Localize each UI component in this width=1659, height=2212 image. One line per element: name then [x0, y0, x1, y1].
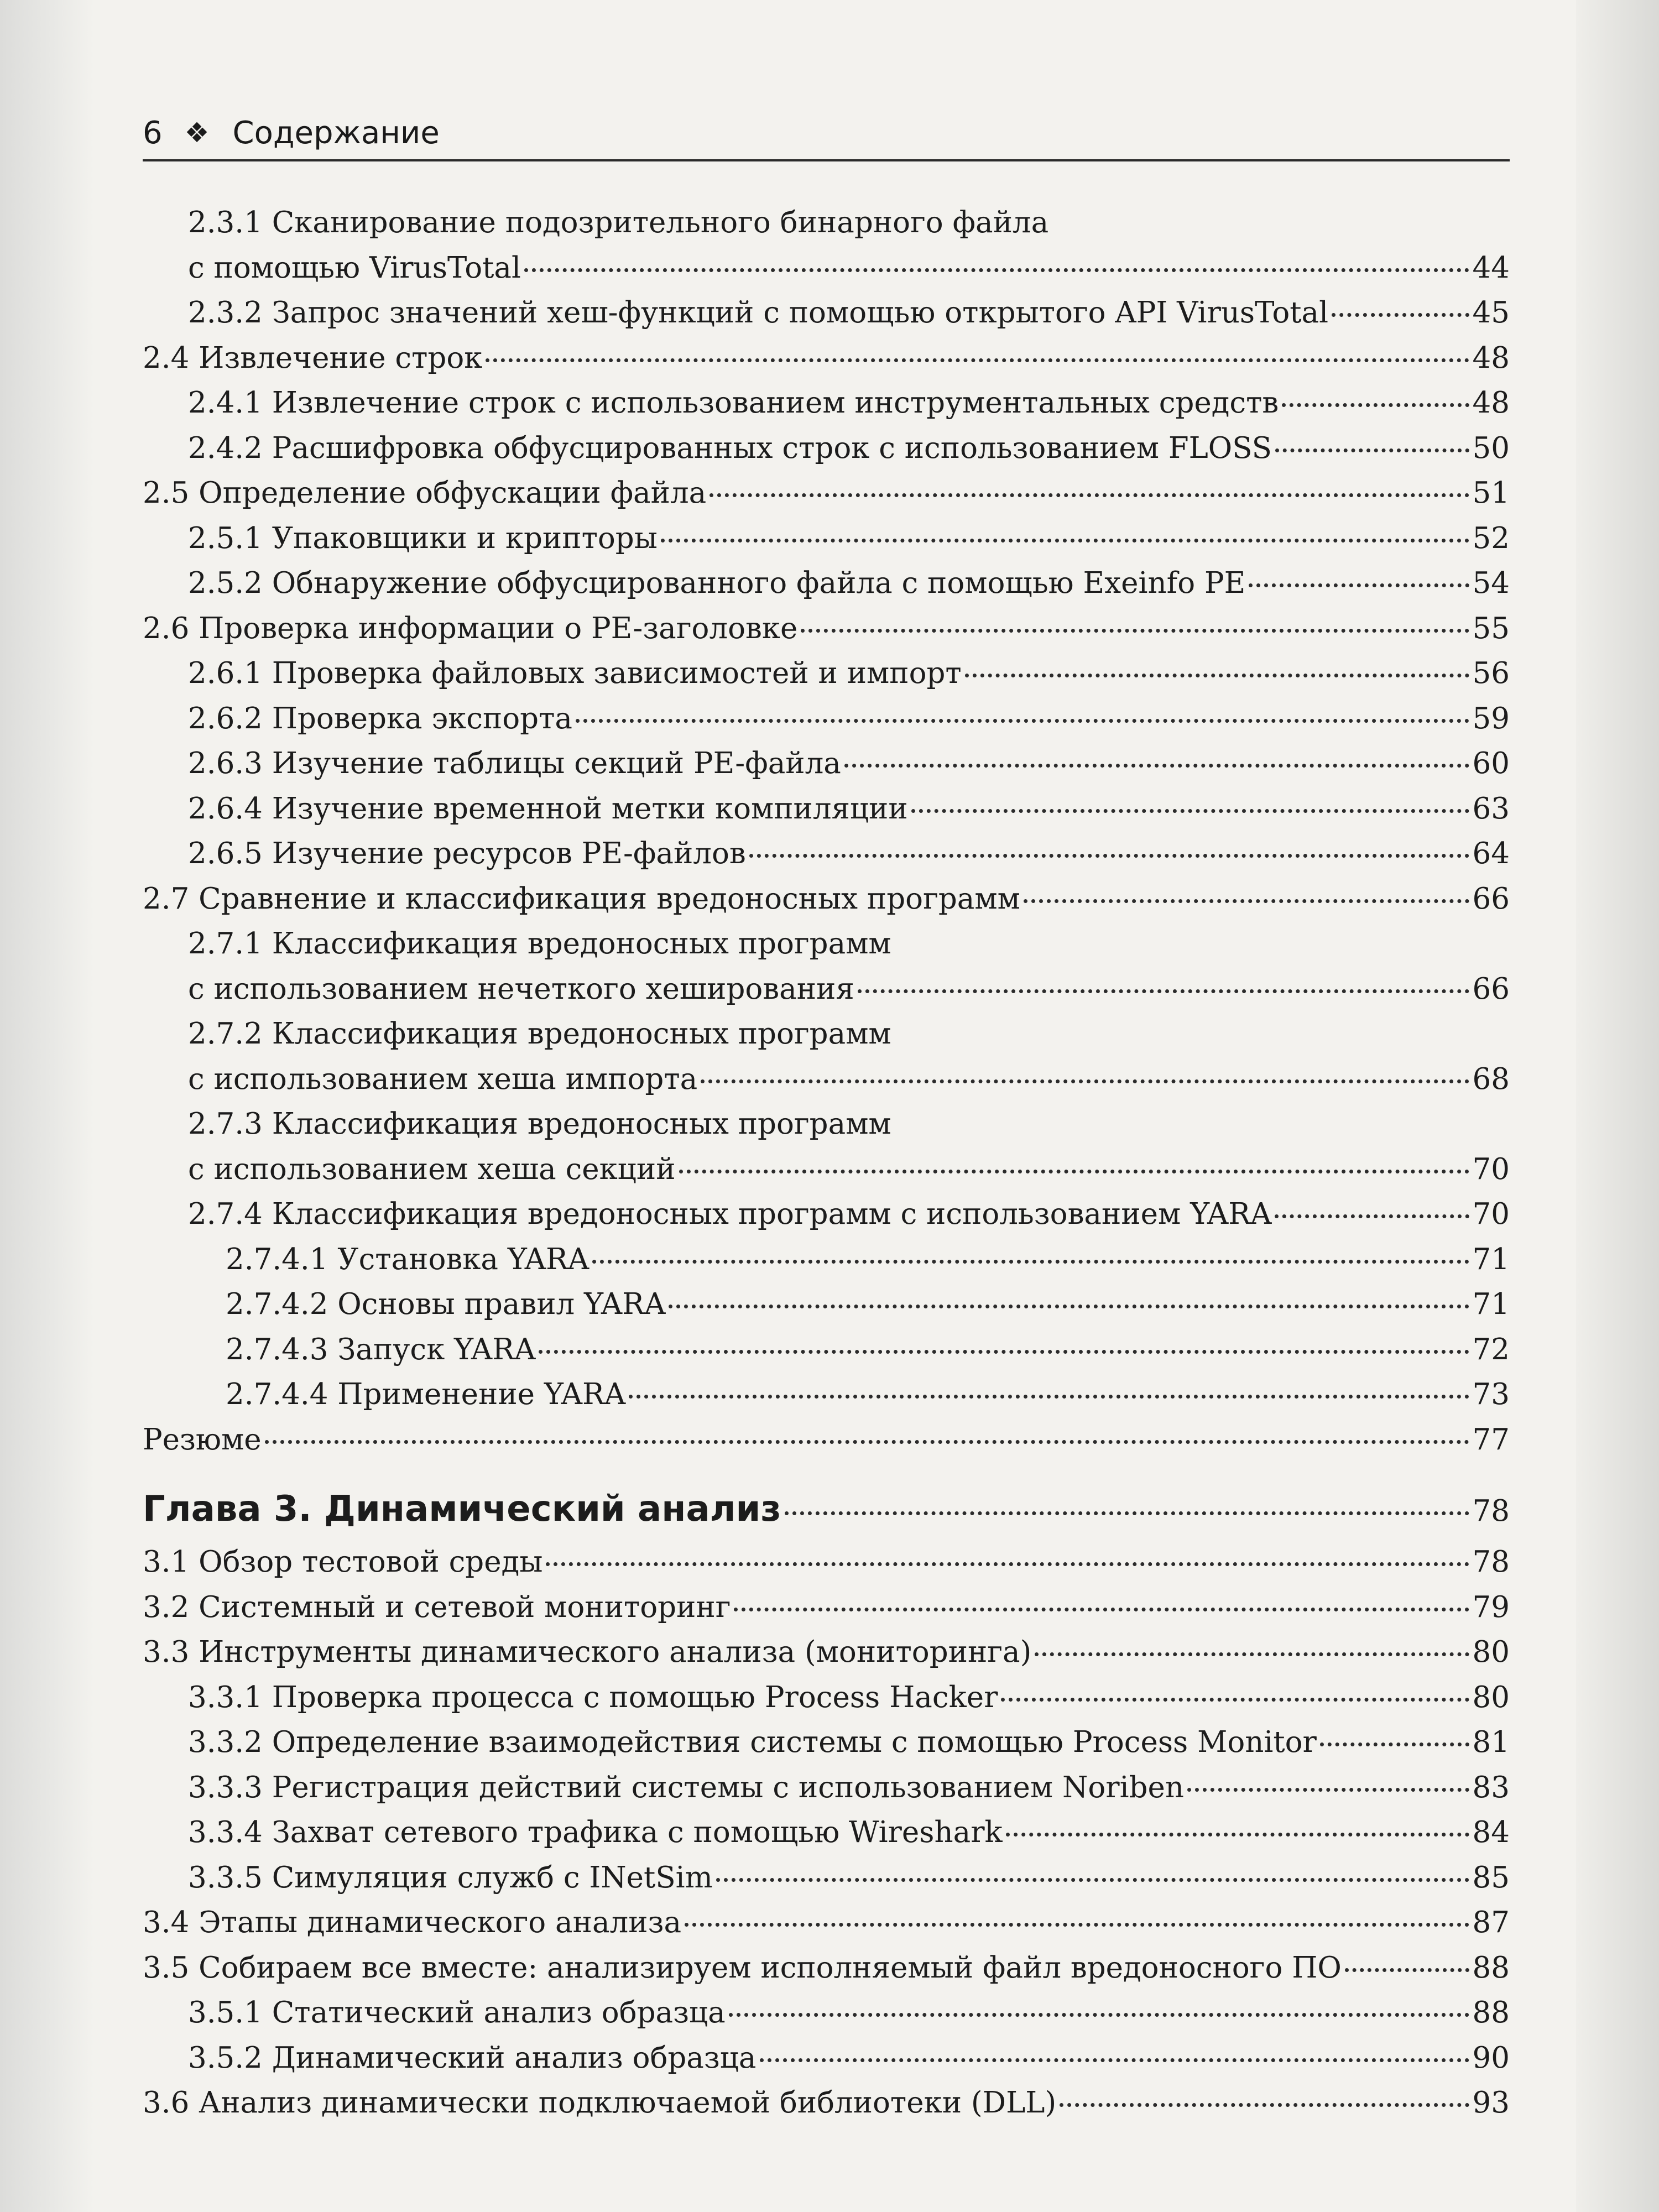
page-number: 6	[143, 114, 163, 151]
toc-entry	[143, 1630, 1510, 1675]
toc-entry	[143, 336, 1510, 381]
toc-entry-title: 2.5.1 Упаковщики и крипторы	[188, 521, 658, 555]
toc-leader-dots	[1024, 899, 1469, 903]
toc-entry-title: с использованием хеша секций	[188, 1152, 676, 1186]
toc-entry-title: 3.3.2 Определение взаимодействия системы с помощью Process Monitor	[188, 1725, 1317, 1759]
toc-entry-title: 2.4.2 Расшифровка обфусцированных строк с использованием FLOSS	[188, 431, 1272, 465]
toc-entry	[143, 1765, 1510, 1811]
toc-leader-dots	[685, 1923, 1469, 1927]
toc-entry	[143, 200, 1510, 246]
toc-page-number: 78	[1472, 1494, 1510, 1528]
toc-leader-dots	[661, 539, 1469, 542]
toc-entry-title: 3.3.3 Регистрация действий системы с использованием Noriben	[188, 1770, 1184, 1804]
running-header-title: Содержание	[232, 114, 440, 151]
toc-leader-dots	[524, 268, 1469, 272]
toc-leader-dots	[729, 2013, 1469, 2017]
toc-page-number: 88	[1472, 1950, 1510, 1985]
toc-entry-title: 2.7.4 Классификация вредоносных программ с использованием YARA	[188, 1197, 1272, 1231]
toc-entry	[143, 877, 1510, 922]
toc-entry-title: 3.4 Этапы динамического анализа	[143, 1906, 682, 1939]
toc-entry	[143, 651, 1510, 696]
toc-entry-title: с использованием хеша импорта	[188, 1062, 698, 1096]
toc-entry	[143, 2080, 1510, 2126]
toc-page-number: 63	[1472, 791, 1510, 826]
toc-leader-dots	[701, 1079, 1469, 1083]
toc-leader-dots	[1187, 1788, 1469, 1792]
toc-entry-title: 2.7.4.1 Установка YARA	[226, 1242, 589, 1276]
toc-page-number: 88	[1472, 1996, 1510, 2030]
toc-leader-dots	[709, 493, 1469, 497]
toc-entry-title: 2.7.1 Классификация вредоносных программ	[188, 927, 891, 961]
toc-entry	[143, 1900, 1510, 1945]
toc-entry	[143, 561, 1510, 606]
toc-entry	[143, 1282, 1510, 1327]
toc-entry-title: 3.6 Анализ динамически подключаемой библиотеки (DLL)	[143, 2086, 1057, 2120]
running-header	[143, 105, 440, 160]
toc-entry	[143, 741, 1510, 786]
toc-page-number: 44	[1472, 251, 1510, 285]
toc-entry	[143, 471, 1510, 516]
toc-leader-dots	[669, 1305, 1469, 1308]
toc-entry-title: 2.4 Извлечение строк	[143, 341, 483, 375]
ornament-icon: ❖	[184, 117, 210, 149]
toc-leader-dots	[629, 1395, 1469, 1399]
toc-page-number: 84	[1472, 1815, 1510, 1849]
toc-entry	[143, 1417, 1510, 1463]
toc-entry-title: Резюме	[143, 1422, 262, 1457]
toc-page-number: 71	[1472, 1242, 1510, 1276]
toc-entry	[143, 1720, 1510, 1765]
toc-entry	[143, 1327, 1510, 1373]
toc-entry	[143, 290, 1510, 336]
toc-entry-title: 2.3.2 Запрос значений хеш-функций с помощью открытого API VirusTotal	[188, 296, 1329, 330]
toc-page-number: 54	[1472, 566, 1510, 600]
toc-entry-title: 2.5 Определение обфускации файла	[143, 476, 707, 510]
toc-leader-dots	[716, 1878, 1469, 1882]
toc-page-number: 66	[1472, 881, 1510, 916]
toc-leader-dots	[1035, 1652, 1469, 1656]
page-edge-shadow	[1576, 0, 1659, 2212]
toc-page-number: 48	[1472, 386, 1510, 420]
toc-leader-dots	[734, 1608, 1469, 1611]
toc-page-number: 50	[1472, 431, 1510, 465]
toc-entry	[143, 1585, 1510, 1630]
toc-leader-dots	[1060, 2103, 1469, 2107]
toc-page-number: 70	[1472, 1152, 1510, 1186]
toc-entry-title: 3.5.1 Статический анализ образца	[188, 1996, 726, 2030]
toc-page-number: 80	[1472, 1680, 1510, 1714]
toc-leader-dots	[760, 2058, 1469, 2062]
toc-entry-title: 3.3.5 Симуляция служб с INetSim	[188, 1860, 713, 1895]
toc-entry	[143, 1855, 1510, 1901]
toc-entry-title: 2.7.4.3 Запуск YARA	[226, 1332, 536, 1366]
toc-entry-title: 2.6.3 Изучение таблицы секций PE-файла	[188, 747, 841, 780]
toc-page-number: 71	[1472, 1287, 1510, 1321]
toc-entry-title: 3.1 Обзор тестовой среды	[143, 1545, 543, 1579]
toc-entry	[143, 426, 1510, 471]
toc-page-number: 81	[1472, 1725, 1510, 1759]
toc-entry	[143, 2036, 1510, 2081]
toc-entry-title: 2.7 Сравнение и классификация вредоносных программ	[143, 881, 1020, 916]
toc-page-number: 51	[1472, 476, 1510, 510]
toc-entry	[143, 1540, 1510, 1585]
toc-leader-dots	[1006, 1833, 1469, 1837]
toc-entry	[143, 786, 1510, 832]
toc-leader-dots	[858, 989, 1469, 993]
toc-entry-title: 3.5.2 Динамический анализ образца	[188, 2041, 757, 2075]
toc-entry-continuation	[143, 246, 1510, 291]
toc-leader-dots	[546, 1562, 1469, 1566]
toc-entry-title: 2.7.2 Классификация вредоносных программ	[188, 1017, 891, 1051]
toc-entry-continuation	[143, 1057, 1510, 1102]
toc-entry-title: 2.6.4 Изучение временной метки компиляции	[188, 791, 908, 826]
toc-leader-dots	[1282, 403, 1469, 407]
toc-entry	[143, 1945, 1510, 1991]
toc-page-number: 73	[1472, 1378, 1510, 1411]
toc-page-number: 90	[1472, 2041, 1510, 2075]
toc-page-number: 78	[1472, 1545, 1510, 1579]
toc-entry	[143, 831, 1510, 877]
toc-entry	[143, 516, 1510, 561]
toc-entry	[143, 1237, 1510, 1282]
toc-leader-dots	[1249, 583, 1469, 587]
toc-leader-dots	[679, 1170, 1469, 1173]
toc-leader-dots	[801, 629, 1469, 633]
toc-entry	[143, 1192, 1510, 1237]
toc-entry-title: с помощью VirusTotal	[188, 251, 521, 285]
toc-page-number: 68	[1472, 1062, 1510, 1096]
toc-leader-dots	[1275, 448, 1469, 452]
toc-entry	[143, 1372, 1510, 1417]
toc-leader-dots	[592, 1260, 1469, 1264]
toc-page-number: 72	[1472, 1332, 1510, 1366]
toc-entry-title: 2.4.1 Извлечение строк с использованием инструментальных средств	[188, 386, 1279, 420]
toc-entry-title: 2.6.2 Проверка экспорта	[188, 701, 573, 735]
toc-page-number: 66	[1472, 972, 1510, 1006]
toc-chapter-entry	[143, 1479, 1510, 1540]
toc-leader-dots	[1332, 313, 1469, 317]
toc-entry-title: 3.3.4 Захват сетевого трафика с помощью Wireshark	[188, 1815, 1003, 1849]
toc-page-number: 52	[1472, 521, 1510, 555]
toc-page-number: 70	[1472, 1197, 1510, 1231]
toc-page-number: 80	[1472, 1635, 1510, 1669]
toc-page-number: 56	[1472, 656, 1510, 690]
toc-page-number: 45	[1472, 296, 1510, 330]
toc-leader-dots	[486, 358, 1469, 362]
toc-entry-title: 2.7.3 Классификация вредоносных программ	[188, 1107, 891, 1141]
table-of-contents	[143, 200, 1510, 2126]
toc-leader-dots	[576, 719, 1469, 723]
header-rule	[143, 159, 1510, 161]
toc-entry-title: 3.3 Инструменты динамического анализа (мониторинга)	[143, 1635, 1032, 1669]
toc-entry	[143, 1990, 1510, 2036]
toc-entry	[143, 606, 1510, 651]
toc-page-number: 48	[1472, 341, 1510, 375]
toc-entry-title: 2.6 Проверка информации о PE-заголовке	[143, 611, 798, 645]
toc-page-number: 55	[1472, 611, 1510, 645]
toc-page-number: 60	[1472, 747, 1510, 780]
toc-entry-title: 2.7.4.2 Основы правил YARA	[226, 1287, 666, 1321]
toc-page-number: 79	[1472, 1590, 1510, 1624]
toc-entry	[143, 696, 1510, 742]
toc-leader-dots	[1275, 1214, 1469, 1218]
toc-entry-title: 2.5.2 Обнаружение обфусцированного файла с помощью Exeinfo PE	[188, 566, 1246, 600]
toc-entry	[143, 1675, 1510, 1720]
toc-entry-title: Глава 3. Динамический анализ	[143, 1489, 781, 1530]
toc-page-number: 87	[1472, 1906, 1510, 1939]
toc-entry-title: 2.6.1 Проверка файловых зависимостей и импорт	[188, 656, 962, 690]
toc-page-number: 93	[1472, 2086, 1510, 2120]
toc-leader-dots	[844, 764, 1469, 768]
toc-leader-dots	[1320, 1743, 1469, 1746]
toc-entry-title: 3.2 Системный и сетевой мониторинг	[143, 1590, 731, 1624]
toc-leader-dots	[911, 809, 1469, 813]
toc-entry	[143, 1810, 1510, 1855]
toc-entry-continuation	[143, 967, 1510, 1012]
toc-entry-title: 3.3.1 Проверка процесса с помощью Process Hacker	[188, 1680, 998, 1714]
toc-page-number: 83	[1472, 1770, 1510, 1804]
toc-entry-title: 3.5 Собираем все вместе: анализируем исполняемый файл вредоносного ПО	[143, 1950, 1342, 1985]
toc-leader-dots	[1345, 1968, 1469, 1972]
toc-leader-dots	[785, 1511, 1469, 1515]
toc-entry	[143, 921, 1510, 967]
toc-page-number: 64	[1472, 837, 1510, 870]
toc-entry-title: 2.7.4.4 Применение YARA	[226, 1378, 626, 1411]
toc-leader-dots	[749, 854, 1469, 858]
toc-entry-continuation	[143, 1147, 1510, 1192]
toc-leader-dots	[965, 674, 1469, 677]
page-gutter-shadow	[0, 0, 94, 2212]
toc-entry-title: 2.3.1 Сканирование подозрительного бинарного файла	[188, 206, 1049, 239]
toc-entry	[143, 1102, 1510, 1147]
toc-page-number: 77	[1472, 1422, 1510, 1457]
toc-leader-dots	[1001, 1698, 1469, 1702]
toc-page-number: 85	[1472, 1860, 1510, 1895]
toc-entry-title: с использованием нечеткого хеширования	[188, 972, 854, 1006]
toc-entry	[143, 380, 1510, 426]
toc-leader-dots	[539, 1350, 1469, 1354]
toc-page-number: 59	[1472, 701, 1510, 735]
toc-entry-title: 2.6.5 Изучение ресурсов PE-файлов	[188, 837, 746, 870]
toc-leader-dots	[265, 1440, 1469, 1444]
toc-entry	[143, 1011, 1510, 1057]
